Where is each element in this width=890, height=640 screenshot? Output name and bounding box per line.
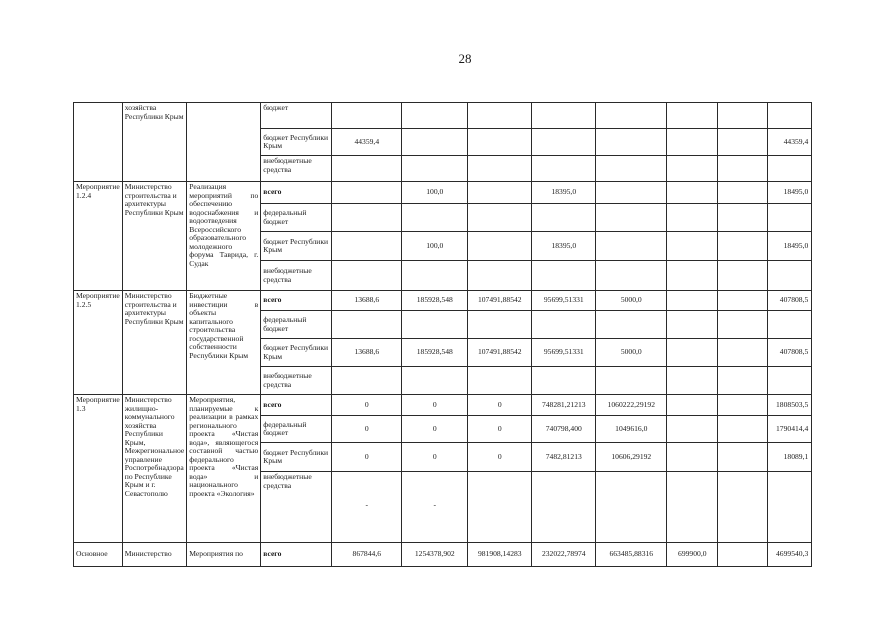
total-cell: 18495,0: [768, 232, 812, 261]
executor-cell: хозяйства Республики Крым: [122, 103, 186, 182]
executor-cell: Министерство: [122, 543, 186, 567]
source-cell: бюджет: [261, 103, 332, 129]
value-cell: 185928,548: [402, 339, 468, 367]
value-cell: 0: [332, 443, 402, 472]
value-cell: [468, 182, 532, 204]
total-cell: 1790414,4: [768, 416, 812, 443]
dash-mark: -: [365, 500, 369, 509]
value-cell: [402, 261, 468, 291]
value-cell: [468, 232, 532, 261]
value-cell: [667, 129, 718, 156]
value-cell: [468, 261, 532, 291]
total-cell: 407808,5: [768, 339, 812, 367]
source-cell: федеральный бюджет: [261, 204, 332, 232]
total-cell: [768, 204, 812, 232]
value-cell: [532, 103, 596, 129]
value-cell: [402, 204, 468, 232]
value-cell: 107491,88542: [468, 339, 532, 367]
event-label: Мероприятие 1.2.4: [74, 182, 123, 291]
value-cell: 0: [468, 395, 532, 416]
value-cell: [667, 311, 718, 339]
value-cell: 10606,29192: [596, 443, 667, 472]
value-cell: 7482,81213: [532, 443, 596, 472]
value-cell: 867844,6: [332, 543, 402, 567]
executor-cell: Министерство жилищно-коммунального хозяйства Республики Крым, Межрегиональное управление Роспотребнадзора по Республике Крым и г. Севастополю: [122, 395, 186, 543]
budget-table: [73, 102, 812, 567]
source-cell: внебюджетные средства: [261, 261, 332, 291]
value-cell: [532, 311, 596, 339]
value-cell: 232022,78974: [532, 543, 596, 567]
event-label: Мероприятие 1.2.5: [74, 291, 123, 395]
source-cell: всего: [261, 395, 332, 416]
value-cell: [332, 182, 402, 204]
source-cell: федеральный бюджет: [261, 311, 332, 339]
value-cell: [718, 311, 768, 339]
source-cell: внебюджетные средства: [261, 156, 332, 182]
value-cell: [718, 204, 768, 232]
value-cell: 100,0: [402, 232, 468, 261]
value-cell: 13688,6: [332, 291, 402, 311]
value-cell: 185928,548: [402, 291, 468, 311]
value-cell: [402, 472, 468, 543]
description-cell: [187, 103, 261, 182]
value-cell: [718, 543, 768, 567]
value-cell: [596, 204, 667, 232]
table-row: [74, 395, 812, 416]
value-cell: [596, 182, 667, 204]
total-cell: [768, 261, 812, 291]
description-cell: Бюджетные инвестиции в объекты капитального строительства государственной собственности Республики Крым: [187, 291, 261, 395]
value-cell: 0: [332, 395, 402, 416]
value-cell: [532, 204, 596, 232]
value-cell: [402, 129, 468, 156]
value-cell: [532, 129, 596, 156]
source-cell: внебюджетные средства: [261, 367, 332, 395]
value-cell: [667, 261, 718, 291]
total-cell: 1808503,5: [768, 395, 812, 416]
table-row: [74, 103, 812, 129]
value-cell: [667, 416, 718, 443]
total-cell: 18089,1: [768, 443, 812, 472]
value-cell: [468, 311, 532, 339]
value-cell: [667, 156, 718, 182]
value-cell: [718, 291, 768, 311]
value-cell: 100,0: [402, 182, 468, 204]
page-number: 28: [458, 51, 472, 66]
value-cell: [332, 367, 402, 395]
description-cell: Мероприятия по: [187, 543, 261, 567]
executor-cell: Министерство строительства и архитектуры Республики Крым: [122, 291, 186, 395]
value-cell: 748281,21213: [532, 395, 596, 416]
table-row: [74, 182, 812, 204]
value-cell: 5000,0: [596, 291, 667, 311]
value-cell: [718, 232, 768, 261]
value-cell: [332, 232, 402, 261]
value-cell: [718, 156, 768, 182]
value-cell: 981908,14283: [468, 543, 532, 567]
value-cell: [468, 472, 532, 543]
source-cell: внебюджетные средства: [261, 472, 332, 543]
value-cell: [596, 232, 667, 261]
value-cell: 5000,0: [596, 339, 667, 367]
table-row: [74, 291, 812, 311]
value-cell: [332, 103, 402, 129]
value-cell: [402, 103, 468, 129]
total-cell: 4699540,3: [768, 543, 812, 567]
executor-cell: Министерство строительства и архитектуры Республики Крым: [122, 182, 186, 291]
value-cell: [532, 156, 596, 182]
value-cell: [718, 182, 768, 204]
value-cell: [718, 472, 768, 543]
value-cell: [667, 232, 718, 261]
value-cell: [402, 367, 468, 395]
value-cell: [402, 156, 468, 182]
value-cell: [468, 367, 532, 395]
value-cell: [596, 311, 667, 339]
value-cell: [468, 129, 532, 156]
value-cell: [332, 472, 402, 543]
value-cell: [667, 443, 718, 472]
source-cell: бюджет Республики Крым: [261, 443, 332, 472]
value-cell: 18395,0: [532, 232, 596, 261]
value-cell: [596, 129, 667, 156]
value-cell: 740798,400: [532, 416, 596, 443]
value-cell: [718, 103, 768, 129]
value-cell: [718, 443, 768, 472]
value-cell: [667, 204, 718, 232]
total-cell: [768, 472, 812, 543]
value-cell: [332, 261, 402, 291]
value-cell: [667, 103, 718, 129]
value-cell: 95699,51331: [532, 339, 596, 367]
value-cell: [596, 261, 667, 291]
value-cell: 699900,0: [667, 543, 718, 567]
value-cell: [332, 204, 402, 232]
value-cell: [667, 395, 718, 416]
value-cell: [532, 472, 596, 543]
source-cell: всего: [261, 182, 332, 204]
total-cell: [768, 367, 812, 395]
event-label: Основное: [74, 543, 123, 567]
value-cell: 0: [402, 443, 468, 472]
value-cell: [596, 367, 667, 395]
value-cell: [596, 156, 667, 182]
value-cell: [596, 103, 667, 129]
description-cell: Мероприятия, планируемые к реализации в рамках регионального проекта «Чистая вода», являющегося составной частью федерального проекта «Чистая вода» и национального проекта «Экология»: [187, 395, 261, 543]
total-cell: 44359,4: [768, 129, 812, 156]
total-cell: [768, 311, 812, 339]
source-cell: бюджет Республики Крым: [261, 129, 332, 156]
value-cell: 663485,88316: [596, 543, 667, 567]
value-cell: 95699,51331: [532, 291, 596, 311]
source-cell: федеральный бюджет: [261, 416, 332, 443]
event-label: [74, 103, 123, 182]
value-cell: 0: [468, 443, 532, 472]
description-cell: Реализация мероприятий по обеспечению водоснабжения и водоотведения Всероссийского образовательного молодежного форума Таврида, г. Судак: [187, 182, 261, 291]
value-cell: [718, 261, 768, 291]
value-cell: [718, 129, 768, 156]
value-cell: [718, 339, 768, 367]
value-cell: 44359,4: [332, 129, 402, 156]
value-cell: 1254378,902: [402, 543, 468, 567]
value-cell: [468, 204, 532, 232]
value-cell: [667, 291, 718, 311]
value-cell: [667, 367, 718, 395]
value-cell: [667, 472, 718, 543]
value-cell: [667, 339, 718, 367]
value-cell: [532, 261, 596, 291]
value-cell: 0: [402, 416, 468, 443]
dash-mark: -: [433, 500, 437, 509]
total-cell: 407808,5: [768, 291, 812, 311]
value-cell: 107491,88542: [468, 291, 532, 311]
value-cell: [718, 416, 768, 443]
value-cell: [718, 395, 768, 416]
value-cell: 13688,6: [332, 339, 402, 367]
total-cell: [768, 103, 812, 129]
value-cell: [596, 472, 667, 543]
event-label: Мероприятие 1.3: [74, 395, 123, 543]
value-cell: [468, 103, 532, 129]
source-cell: всего: [261, 291, 332, 311]
source-cell: всего: [261, 543, 332, 567]
value-cell: 0: [402, 395, 468, 416]
value-cell: [332, 311, 402, 339]
value-cell: [332, 156, 402, 182]
source-cell: бюджет Республики Крым: [261, 339, 332, 367]
value-cell: 0: [332, 416, 402, 443]
value-cell: [532, 367, 596, 395]
total-cell: [768, 156, 812, 182]
source-cell: бюджет Республики Крым: [261, 232, 332, 261]
total-cell: 18495,0: [768, 182, 812, 204]
value-cell: 0: [468, 416, 532, 443]
value-cell: [402, 311, 468, 339]
value-cell: 1060222,29192: [596, 395, 667, 416]
value-cell: [718, 367, 768, 395]
value-cell: [667, 182, 718, 204]
table-row: [74, 543, 812, 567]
value-cell: 1049616,0: [596, 416, 667, 443]
value-cell: 18395,0: [532, 182, 596, 204]
value-cell: [468, 156, 532, 182]
